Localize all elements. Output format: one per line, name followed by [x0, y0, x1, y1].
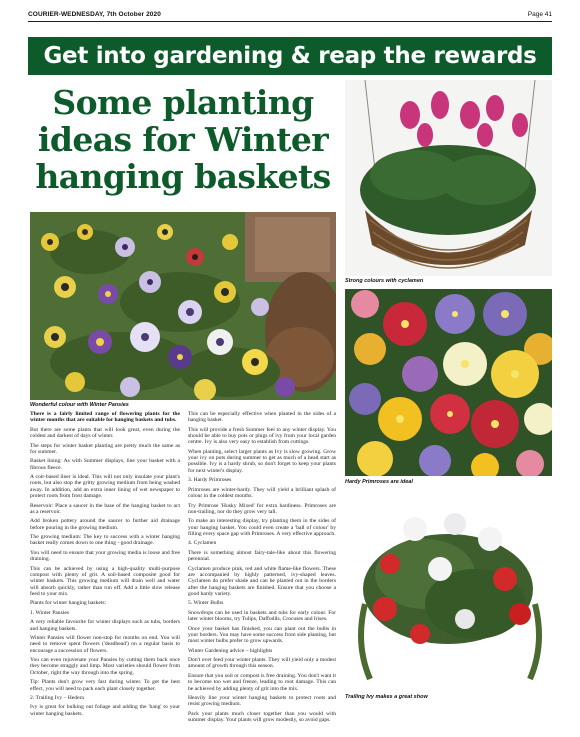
paragraph: Ensure that you soil or compost is free draining. You don't want it to become too wet and freeze, leading to root damage. This can be achieved by adding plenty of grit into the mix.: [188, 672, 336, 692]
subheading: 2. Trailing Ivy – Hedera: [30, 694, 84, 701]
paragraph: A very reliable favourite for winter displays such as tubs, borders and hanging baskets.: [30, 619, 180, 632]
ivy-basket-photo: [345, 494, 552, 691]
subheading: Winter Gardening advice – highlights: [188, 647, 273, 654]
paragraph: Cyclamen produce pink, red and white flame-like flowers. These are accompanied by highly patterned, ivy-shaped leaves. Cyclamen do prefer shade and can be planted out in the borders after the hanging baskets are finished. Ensure that you choose a good hardy variety.: [188, 565, 336, 597]
paragraph: Tip: Plants don't grow very fast during winter. To get the best effect, you will need to pack each plant closely together.: [30, 679, 180, 692]
section-banner: Get into gardening & reap the rewards: [28, 37, 552, 75]
paragraph: Don't over feed your winter plants. They will yield only a modest amount of growth through this season.: [188, 657, 336, 670]
subheading: 4. Cyclamen: [188, 540, 217, 547]
paragraph: A coir-based liner is ideal. This will not only insulate your plant's roots, but also stop the gritty growing medium from being washed away. In addition, add an extra inner lining of wet newspaper to protect roots from frost damage.: [30, 474, 180, 500]
cyclamen-photo: [345, 80, 552, 276]
paragraph: To make an interesting display, try planting them in the sides of your hanging basket. You could even create a 'ball of colour' by filling every space gap with Primroses. A very effective approach.: [188, 518, 336, 537]
subheading: 1. Winter Pansies: [30, 609, 69, 616]
publication-dateline: COURIER-WEDNESDAY, 7th October 2020: [28, 11, 161, 18]
article-headline: Some planting ideas for Winter hanging baskets: [35, 83, 331, 196]
paragraph: This can be achieved by using a high-quality multi-purpose compost with plenty of grit. A soil-based composite good for winter baskets. This growing medium will drain well and water will absorb quickly, rather than run off. Add a little slow release feed to your mix.: [30, 565, 180, 597]
paragraph: Try Primrose 'Husky Mixed' for extra hardiness. Primroses are non-trailing, nor do they grow very tall.: [188, 502, 336, 515]
caption-cyclamen: Strong colours with cyclamen: [345, 278, 424, 284]
caption-pansies: Wonderful colour with Winter Pansies: [30, 402, 129, 408]
paragraph: The steps for winter basket planting are pretty much the same as for summer.: [30, 442, 180, 455]
paragraph: But there are some plants that will look great, even during the coldest and darkest of days of winter.: [30, 426, 180, 440]
subheading: 5. Winter Bulbs: [188, 600, 224, 607]
masthead: [28, 11, 552, 23]
paragraph: Winter Pansies will flower non-stop for months on end. You will need to remove spent flowers ('deadhead') on a regular basis to encourage a succession of flowers.: [30, 635, 180, 654]
paragraph: Add broken pottery around the saucer to further aid drainage before pouring in the growing medium.: [30, 518, 180, 531]
paragraph: Ivy is great for bulking out foliage and adding the 'hang' to your winter hanging baskets.: [30, 704, 180, 717]
paragraph: Pack your plants much closer together than you would with summer display. Your plants will grow modestly, so avoid gaps.: [188, 710, 336, 724]
pansies-photo: [30, 212, 336, 400]
paragraph: Once your basket has finished, you can plant out the bulbs in your borders. You may have some success from side planting, but most winter bulbs prefer to grow upwards.: [188, 625, 336, 645]
article-column-2: [188, 411, 336, 727]
caption-ivy: Trailing Ivy makes a great show: [345, 694, 428, 700]
page-number: Page 41: [527, 11, 552, 18]
paragraph: This can be especially effective when planted in the sides of a hanging basket.: [188, 411, 336, 424]
subheading: Plants for winter hanging baskets:: [30, 600, 107, 607]
article-column-1: [30, 411, 180, 720]
paragraph: This will provide a fresh Summer feel to any winter display. You should be able to buy pots or plugs of ivy from your local garden centre. Ivy is also very easy to establish from cuttings.: [188, 426, 336, 446]
primroses-photo: [345, 289, 552, 476]
paragraph: Primroses are winter-hardy. They will yield a brilliant splash of colour in the coldest months.: [188, 486, 336, 500]
paragraph: When planting, select larger plants as Ivy is slow growing. Grow your ivy on pots during summer to get as much of a head start as possible. Ivy is a hardy shrub, so don't forget to keep your plants for next winter's display.: [188, 448, 336, 474]
caption-primroses: Hardy Primroses are ideal: [345, 479, 413, 485]
subheading: 3. Hardy Primroses: [188, 477, 232, 484]
paragraph: You can even rejuvenate your Pansies by cutting them back once they become straggly and limp. Most varieties should flower from October, right the way through into the spring.: [30, 657, 180, 676]
paragraph: Heavily line your winter hanging baskets to protect roots and resist growing medium.: [188, 694, 336, 708]
paragraph: Reservoir: Place a saucer in the base of the hanging basket to act as a reservoir.: [30, 502, 180, 515]
paragraph: There is something almost fairy-tale-like about this flowering perennial.: [188, 549, 336, 563]
masthead-rule: [28, 21, 552, 22]
paragraph: You will need to ensure that your growing media is loose and free draining.: [30, 549, 180, 563]
article-lead: There is a fairly limited range of flowering plants for the winter months that are suitable for hanging baskets and tubs.: [30, 411, 180, 424]
paragraph: Snowdrops can be used in baskets and tubs for early colour. For later winter blooms, try Tulips, Daffodils, Crocuses and Irises.: [188, 609, 336, 623]
paragraph: The growing medium: The key to success with a winter hanging basket really comes down to one thing - good drainage.: [30, 534, 180, 547]
paragraph: Basket lining: As with Summer displays, line your basket with a fibrous fleece.: [30, 458, 180, 471]
